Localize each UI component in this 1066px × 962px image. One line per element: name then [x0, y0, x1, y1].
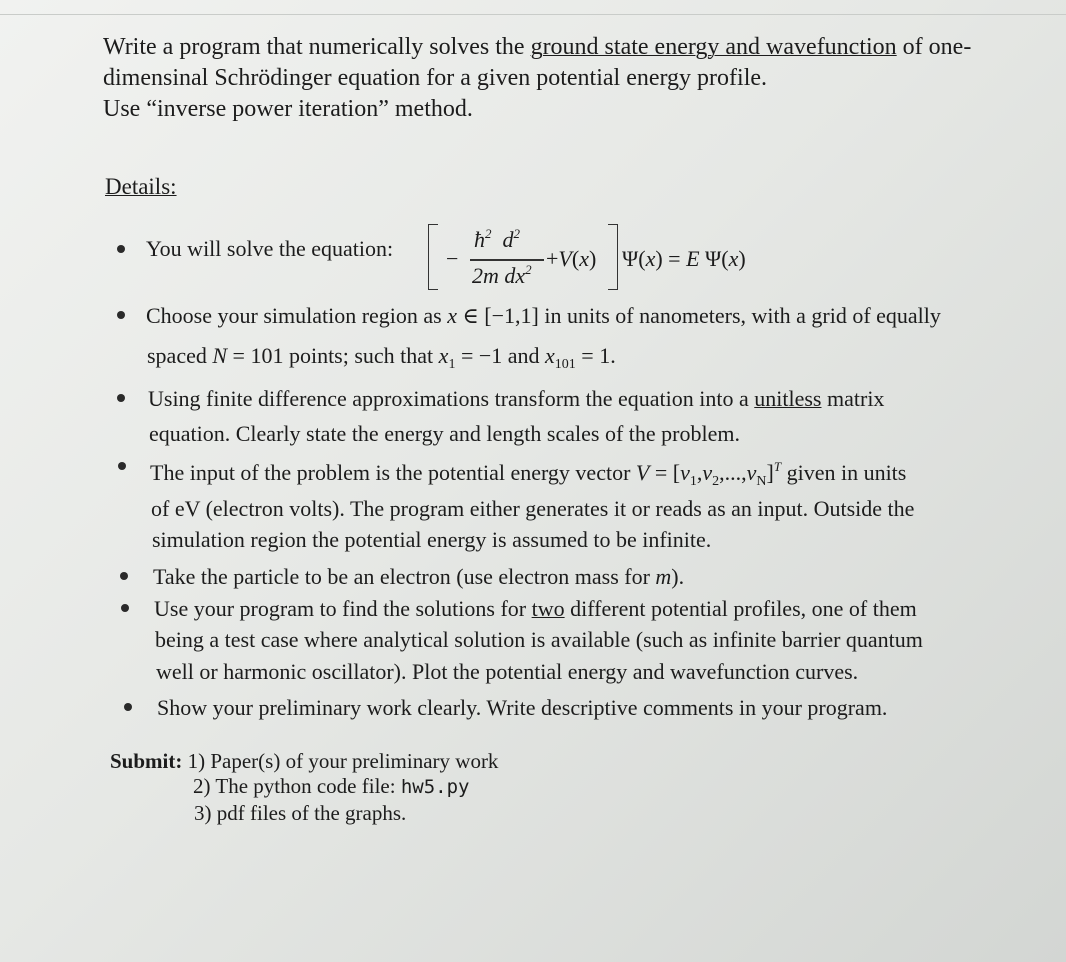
bullet-2-line-1: Choose your simulation region as x ∈ [−1,1] in units of nanometers, with a grid of equally — [146, 303, 941, 328]
bullet-4-line-2: of eV (electron volts). The program either generates it or reads as an input. Outside the — [151, 496, 915, 521]
bullet-underlined-text: unitless — [754, 386, 822, 411]
schrodinger-equation — [420, 222, 770, 292]
math-x-in-range: x — [447, 303, 458, 328]
code-filename: hw5.py — [400, 776, 470, 798]
intro-line-3: Use “inverse power iteration” method. — [103, 96, 473, 122]
bullet-5-text — [153, 561, 684, 592]
math-x1: x — [438, 343, 449, 368]
submit-label: Submit: — [110, 749, 183, 773]
equation-denominator: 2m $dx^2$ — [472, 262, 532, 288]
intro-text: Write a program that numerically solves the — [103, 34, 531, 60]
equation-minus: − — [446, 246, 459, 271]
equation-potential-term: +V(x) — [546, 246, 597, 271]
bullet-dot — [117, 394, 125, 402]
bullet-underlined-text: two — [531, 596, 565, 621]
bullet-text: matrix — [821, 386, 885, 411]
equation-right-bracket — [608, 224, 618, 290]
math-m: m — [655, 564, 672, 589]
bullet-6-line-1 — [154, 593, 917, 624]
equation-fraction-bar — [470, 259, 544, 261]
intro-underlined-text: ground state energy and wavefunction — [530, 34, 897, 60]
bullet-text: Take the particle to be an electron (use electron mass for — [153, 564, 656, 589]
equation-left-bracket — [428, 224, 438, 290]
bullet-text: spaced — [147, 343, 213, 368]
bullet-7-text: Show your preliminary work clearly. Write descriptive comments in your program. — [157, 695, 888, 720]
equation-hbar-numerator: $ħ^2$ $d^2$ — [474, 226, 520, 252]
submit-item-1: 1) Paper(s) of your preliminary work — [182, 749, 499, 773]
submit-item-text: 2) The python code file: — [193, 774, 401, 798]
submit-section — [110, 748, 498, 774]
bullet-text: Use your program to find the solutions for — [154, 596, 532, 621]
bullet-text: Choose your simulation region as — [146, 303, 448, 328]
math-x101: x — [545, 343, 555, 368]
bullet-3-line-1 — [148, 383, 884, 414]
bullet-dot — [120, 572, 128, 580]
intro-line-1 — [103, 32, 1033, 63]
bullet-text: ). — [671, 564, 685, 589]
bullet-text: given in units — [781, 460, 907, 485]
submit-item-2 — [193, 774, 469, 799]
submit-item-3: 3) pdf files of the graphs. — [194, 801, 407, 825]
assignment-intro — [103, 32, 1033, 125]
bullet-4-line-3: simulation region the potential energy is assumed to be infinite. — [152, 527, 712, 552]
bullet-dot — [124, 703, 132, 711]
bullet-text: = 101 points; such that — [227, 343, 439, 368]
bullet-6-line-2: being a test case where analytical solution is available (such as infinite barrier quantum — [155, 627, 923, 652]
bullet-text: Using finite difference approximations transform the equation into a — [148, 386, 755, 411]
bullet-3-line-2: equation. Clearly state the energy and length scales of the problem. — [149, 421, 740, 446]
bullet-text: different potential profiles, one of them — [564, 596, 917, 621]
page-edge-rule — [0, 14, 1066, 15]
intro-line-2: dimensinal Schrödinger equation for a given potential energy profile. — [103, 65, 768, 91]
equation-rhs: Ψ(x) = E Ψ(x) — [622, 246, 746, 271]
math-potential-vector: V — [635, 460, 650, 485]
bullet-dot — [118, 462, 126, 470]
bullet-dot — [117, 245, 125, 253]
bullet-4-line-1: The input of the problem is the potential energy vector $V = [v_1,v_2,...,v_N]^T$ given in units — [150, 459, 907, 489]
bullet-2-line-2: spaced N = 101 points; such that $x_1 = -1$ and $x_{101} = 1$. — [147, 343, 616, 372]
bullet-dot — [121, 604, 129, 612]
intro-text: of one- — [896, 34, 972, 60]
math-N: N — [212, 343, 228, 368]
bullet-6-line-3: well or harmonic oscillator). Plot the potential energy and wavefunction curves. — [156, 659, 859, 684]
bullet-text: The input of the problem is the potential energy vector — [150, 460, 636, 485]
bullet-text: in units of nanometers, with a grid of equally — [538, 303, 941, 328]
bullet-1-text: You will solve the equation: — [146, 236, 394, 261]
bullet-text: and — [502, 343, 546, 368]
details-heading: Details: — [105, 174, 177, 199]
bullet-dot — [117, 311, 125, 319]
